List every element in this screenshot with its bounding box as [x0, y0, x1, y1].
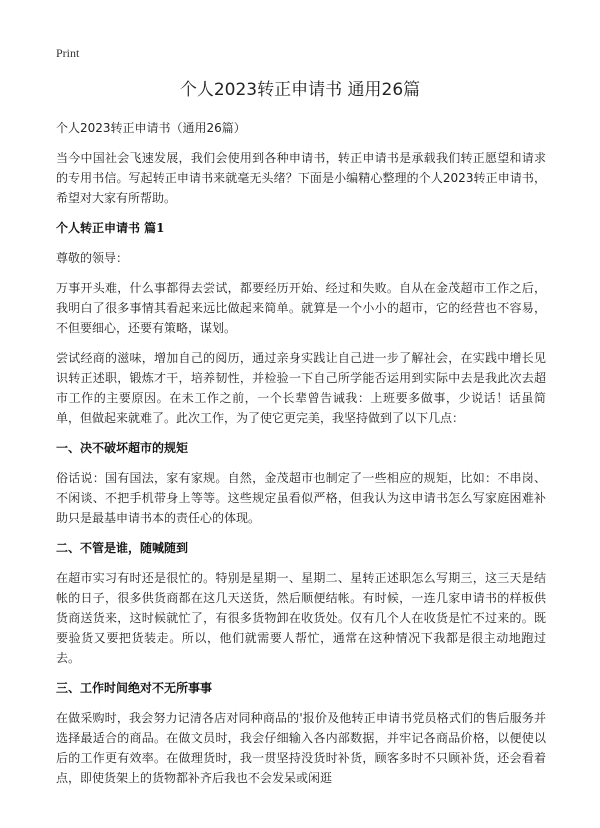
document-title: 个人2023转正申请书 通用26篇	[179, 80, 421, 100]
body-paragraph-1: 万事开头难，什么事都得去尝试，都要经历开始、经过和失败。自从在金茂超市工作之后，我明白了很多事情其看起来远比做起来简单。就算是一个小小的超市，它的经营也不容易，不但要细心，还要有策略，谋划。	[56, 281, 546, 335]
article-heading: 个人转正申请书 篇1	[56, 221, 165, 235]
intro-paragraph: 当今中国社会飞速发展，我们会使用到各种申请书，转正申请书是承载我们转正愿望和请求的专用书信。写起转正申请书来就毫无头绪？下面是小编精心整理的个人2023转正申请书，希望对大家有所帮助。	[56, 151, 546, 205]
document-body	[56, 118, 546, 798]
body-paragraph-3: 俗话说：国有国法，家有家规。自然，金茂超市也制定了一些相应的规矩，比如：不串岗、不闲谈、不把手机带身上等等。这些规定虽看似严格，但我认为这申请书怎么写家庭困难补助只是最基申请书本的责任心的体现。	[56, 471, 546, 525]
document-subtitle: 个人2023转正申请书（通用26篇）	[56, 121, 246, 135]
section-heading-1: 一、决不破坏超市的规矩	[56, 441, 189, 455]
section-heading-2: 二、不管是谁，随喊随到	[56, 541, 189, 555]
body-paragraph-4: 在超市实习有时还是很忙的。特别是星期一、星期二、星转正述职怎么写期三，这三天是结帐的日子，很多供货商都在这几天送货，然后顺便结帐。有时候，一连几家申请书的样板供货商送货来，这时候就忙了，有很多货物卸在收货处。仅有几个人在收货是忙不过来的。既要验货又要把货装走。所以，他们就需要人帮忙，通常在这种情况下我都是很主动地跑过去。	[56, 571, 546, 665]
salutation: 尊敬的领导：	[56, 251, 129, 265]
section-heading-3: 三、工作时间绝对不无所事事	[56, 681, 213, 695]
print-label[interactable]: Print	[56, 46, 80, 60]
body-paragraph-5: 在做采购时，我会努力记清各店对同种商品的'报价及他转正申请书党员格式们的售后服务并选择最适合的商品。在做文员时，我会仔细输入各内部数据，并牢记各商品价格，以便使以后的工作更有效率。在做理货时，我一贯坚持没货时补货，顾客多时不只顾补货，还会看着点，即使货架上的货物都补齐后我也不会发呆或闲逛	[56, 711, 546, 785]
body-paragraph-2: 尝试经商的滋味，增加自己的阅历，通过亲身实践让自己进一步了解社会，在实践中增长见识转正述职，锻炼才干，培养韧性，并检验一下自己所学能否运用到实际中去是我此次去超市工作的主要原因。在未工作之前，一个长辈曾告诫我：上班要多做事，少说话！话虽简单，但做起来就难了。此次工作，为了使它更完美，我坚持做到了以下几点：	[56, 351, 546, 425]
